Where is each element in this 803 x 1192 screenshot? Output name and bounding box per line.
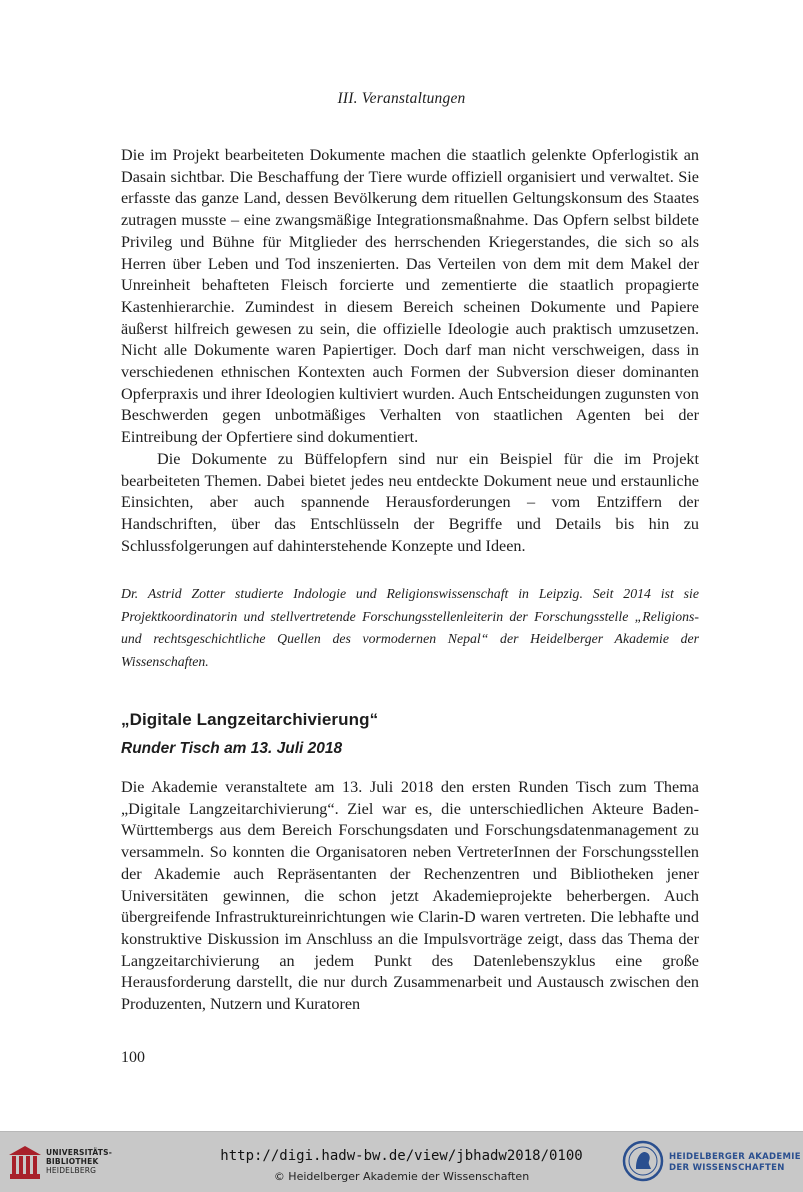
library-logo-line1: UNIVERSITÄTS- [46,1148,113,1157]
permalink-url[interactable]: http://digi.hadw-bw.de/view/jbhadw2018/0100 [220,1148,583,1164]
viewer-footer [0,1131,803,1192]
academy-logo-line2: DER WISSENSCHAFTEN [669,1163,785,1173]
author-bio: Dr. Astrid Zotter studierte Indologie und Religionswissenschaft in Leipzig. Seit 2014 ist sie Projektkoordinatorin und stellvertretende Forschungsstellenleiterin der Forschungsstelle „Religions- und rechtsgeschichtliche Quellen des vormodernen Nepal“ der Heidelberger Akademie der Wissenschaften. [121,586,699,669]
academy-logo[interactable] [622,1140,802,1186]
library-logo-line3: HEIDELBERG [46,1166,97,1175]
academy-seal-icon [622,1140,664,1182]
page-number: 100 [121,1049,145,1066]
copyright-notice: © Heidelberger Akademie der Wissenschaften [273,1170,530,1183]
section-title: „Digitale Langzeitarchivierung“ [121,710,379,729]
section-subtitle: Runder Tisch am 13. Juli 2018 [121,740,343,757]
section2-body [121,777,699,1016]
paragraph-3: Die Akademie veranstaltete am 13. Juli 2018 den ersten Runden Tisch zum Thema „Digitale Langzeitarchivierung“. Ziel war es, die unterschiedlichen Akteure Baden-Württembergs aus dem Bereich Forschungsdaten und Forschungsdatenmanagement zu versammeln. So konnten die Organisatoren neben VertreterInnen der Forschungsstellen der Akademie auch Repräsentanten der Rechenzentren und Bibliotheken jener Universitäten gewinnen, die schon jetzt Akademieprojekte beherbergen. Auch übergreifende Infrastruktureinrichtungen wie Clarin-D waren vertreten. Die lebhafte und konstruktive Diskussion im Anschluss an die Impulsvorträge zeigt, dass das Thema der Langzeitarchivierung an jedem Punkt des Datenlebenszyklus eine große Herausforderung darstellt, die nur durch Zusammenarbeit und Austausch zwischen den Produzenten, Nutzern und Kuratoren [121,778,699,1014]
academy-logo-text [669,1152,801,1174]
library-logo-line2: BIBLIOTHEK [46,1157,99,1166]
academy-logo-line1: HEIDELBERGER AKADEMIE [669,1152,801,1162]
section1-body [121,145,699,557]
running-head: III. Veranstaltungen [337,90,466,107]
paragraph-1: Die im Projekt bearbeiteten Dokumente machen die staatlich gelenkte Opferlogistik an Dasain sichtbar. Die Beschaffung der Tiere wurde offiziell organisiert und verwaltet. Sie erfasste das ganze Land, dessen Bevölkerung dem rituellen Geltungskonsum des Staates zutragen musste – eine zwangsmäßige Integrationsmaßnahme. Das Opfern selbst bildete Privileg und Bühne für Mitglieder des herrschenden Kriegerstandes, die sich so als Herren über Leben und Tod inszenierten. Das Verteilen von dem mit dem Makel der Unreinheit behafteten Fleisch forcierte und zementierte die staatlich propagierte Kastenhierarchie. Zumindest in diesem Bereich scheinen Dokumente und Papiere äußerst hilfreich gewesen zu sein, die offizielle Ideologie auch praktisch umzusetzen. Nicht alle Dokumente waren Papiertiger. Doch darf man nicht verschweigen, dass in verschiedenen ethnischen Kontexten auch Formen der Subversion dieser dominanten Opferpraxis und ihrer Ideologien kultiviert wurden. Auch Entscheidungen zugunsten von Beschwerden gegen unbotmäßiges Verhalten von staatlichen Agenten bei der Eintreibung der Opfertiere sind dokumentiert. [121,146,699,447]
paragraph-2: Die Dokumente zu Büffelopfern sind nur ein Beispiel für die im Projekt bearbeiteten Themen. Dabei bietet jedes neu entdeckte Dokument neue und erstaunliche Einsichten, aber auch spannende Herausforderungen – vom Entziffern der Handschriften, über das Entschlüsseln der Begriffe und Details bis hin zu Schlussfolgerungen auf dahinterstehende Konzepte und Ideen. [121,449,699,555]
